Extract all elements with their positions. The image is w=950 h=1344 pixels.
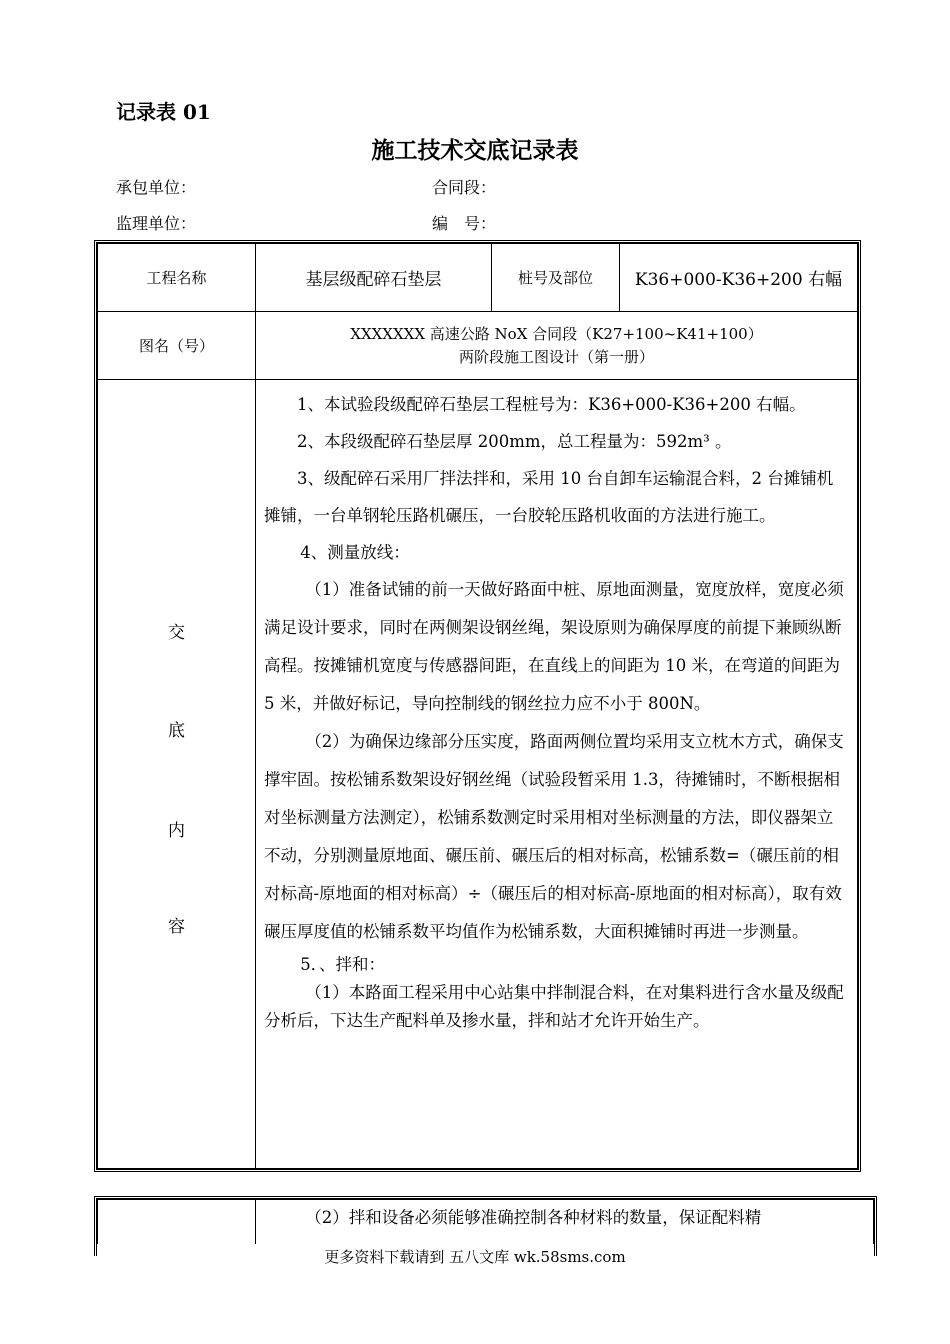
- number-label: 编 号：: [432, 214, 497, 233]
- content-paragraph-5: （1）准备试铺的前一天做好路面中桩、原地面测量，宽度放样，宽度必须满足设计要求，同时在两侧架设钢丝绳，架设原则为确保厚度的前提下兼顾纵断高程。按摊铺机宽度与传感器间距，在直线上的间距为 10 米，在弯道的间距为 5 米，并做好标记，导向控制线的钢丝拉力应不小于 800N。: [264, 580, 844, 713]
- drawing-name-line1: XXXXXXX 高速公路 NoX 合同段（K27+100~K41+100）: [350, 324, 763, 343]
- drawing-name-line2: 两阶段施工图设计（第一册）: [458, 347, 654, 366]
- content-paragraph-6: （2）为确保边缘部分压实度，路面两侧位置均采用支立枕木方式，确保支撑牢固。按松铺系数架设好钢丝绳（试验段暂采用 1.3，待摊铺时，不断根据相对坐标测量方法测定），松铺系数测定时采用相对坐标测量的方法，即仪器架立不动，分别测量原地面、碾压前、碾压后的相对标高，松铺系数=（碾压前的相对标高-原地面的相对标高）÷（碾压后的相对标高-原地面的相对标高），取有效碾压厚度值的松铺系数平均值作为松铺系数，大面积摊铺时再进一步测量。: [264, 732, 844, 941]
- footer-note: 更多资料下载请到 五八文库 wk.58sms.com: [324, 1248, 626, 1266]
- drawing-label: 图名（号）: [98, 312, 256, 380]
- disclosure-content: [256, 380, 858, 1169]
- next-page-content: （2）拌和设备必须能够准确控制各种材料的数量，保证配料精: [256, 1200, 874, 1245]
- supervisor-label: 监理单位：: [116, 214, 197, 233]
- record-number: 记录表 01: [116, 100, 211, 124]
- next-page-label-cell: [98, 1200, 256, 1245]
- content-paragraph-3: 3、级配碎石采用厂拌法拌和，采用 10 台自卸车运输混合料，2 台摊铺机摊铺，一台单钢轮压路机碾压，一台胶轮压路机收面的方法进行施工。: [264, 469, 834, 525]
- project-name-label: 工程名称: [98, 244, 256, 312]
- page-title: 施工技术交底记录表: [371, 138, 579, 164]
- record-table: [94, 240, 861, 1172]
- content-paragraph-1: 1、本试验段级配碎石垫层工程桩号为：K36+000-K36+200 右幅。: [297, 395, 806, 414]
- content-paragraph-2: 2、本段级配碎石垫层厚 200mm，总工程量为：592m³ 。: [297, 432, 732, 451]
- contractor-label: 承包单位：: [116, 178, 197, 197]
- station-label: 桩号及部位: [492, 244, 620, 312]
- disclosure-content-label: [98, 380, 256, 1169]
- station-value: K36+000-K36+200 右幅: [620, 244, 858, 312]
- contract-section-label: 合同段：: [432, 178, 497, 197]
- side-char-1: 交: [168, 623, 185, 643]
- project-name-value: 基层级配碎石垫层: [256, 244, 492, 312]
- side-char-4: 容: [168, 917, 185, 937]
- content-paragraph-4: 4、测量放线：: [300, 543, 410, 562]
- content-paragraph-8: （1）本路面工程采用中心站集中拌制混合料，在对集料进行含水量及级配分析后，下达生产配料单及掺水量，拌和站才允许开始生产。: [264, 983, 844, 1030]
- content-paragraph-7: 5．、拌和：: [300, 955, 386, 974]
- drawing-name: [256, 312, 858, 380]
- side-char-2: 底: [168, 721, 185, 741]
- side-char-3: 内: [168, 821, 185, 841]
